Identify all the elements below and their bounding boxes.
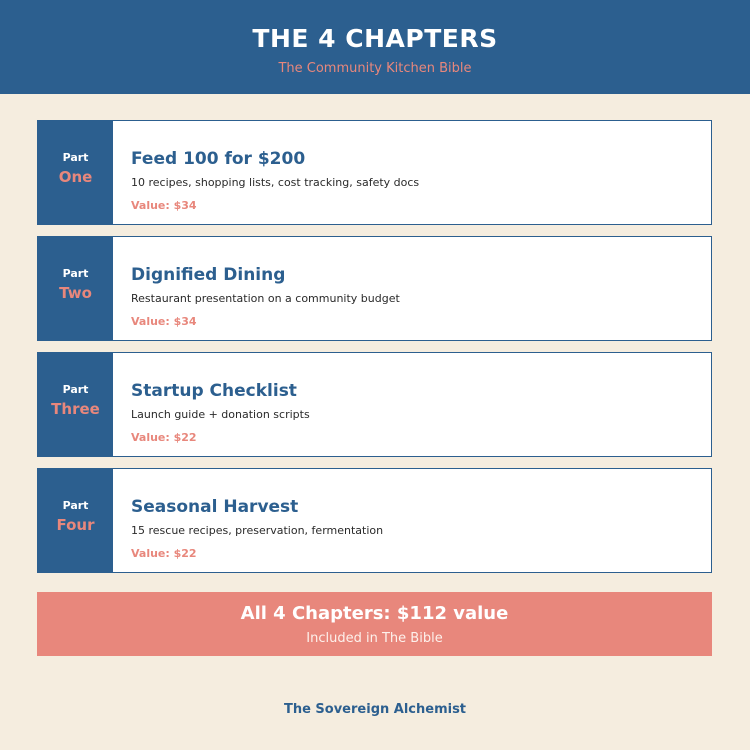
chapter-part-number: Two	[59, 284, 92, 302]
page-subtitle: The Community Kitchen Bible	[278, 61, 472, 76]
chapter-card-two	[37, 236, 712, 341]
chapter-part-panel	[38, 469, 113, 572]
chapter-title: Feed 100 for $200	[131, 149, 306, 169]
chapter-title: Seasonal Harvest	[131, 497, 299, 517]
chapter-card-one	[37, 120, 712, 225]
chapter-part-number: Three	[51, 400, 100, 418]
summary-subtitle: Included in The Bible	[306, 631, 443, 646]
chapter-part-number: Four	[56, 516, 95, 534]
chapter-part-panel	[38, 121, 113, 224]
chapter-value: Value: $34	[131, 315, 197, 328]
chapter-part-label: Part	[62, 151, 89, 164]
chapter-description: Restaurant presentation on a community budget	[131, 292, 400, 305]
chapter-part-label: Part	[62, 499, 89, 512]
chapter-title: Dignified Dining	[131, 265, 286, 285]
chapter-card-three	[37, 352, 712, 457]
chapter-part-number: One	[58, 168, 93, 186]
summary-title: All 4 Chapters: $112 value	[240, 603, 509, 624]
chapter-value: Value: $34	[131, 199, 197, 212]
header-banner	[0, 0, 750, 94]
footer-brand: The Sovereign Alchemist	[283, 702, 467, 717]
chapter-part-panel	[38, 237, 113, 340]
summary-banner	[37, 592, 712, 656]
chapter-part-label: Part	[62, 267, 89, 280]
chapter-description: Launch guide + donation scripts	[131, 408, 310, 421]
page-title: THE 4 CHAPTERS	[252, 24, 498, 53]
chapter-part-panel	[38, 353, 113, 456]
chapter-description: 15 rescue recipes, preservation, fermentation	[131, 524, 384, 537]
chapter-value: Value: $22	[131, 431, 197, 444]
chapter-description: 10 recipes, shopping lists, cost tracking, safety docs	[131, 176, 420, 189]
chapter-value: Value: $22	[131, 547, 197, 560]
chapter-part-label: Part	[62, 383, 89, 396]
chapter-title: Startup Checklist	[131, 381, 297, 401]
chapter-card-four	[37, 468, 712, 573]
